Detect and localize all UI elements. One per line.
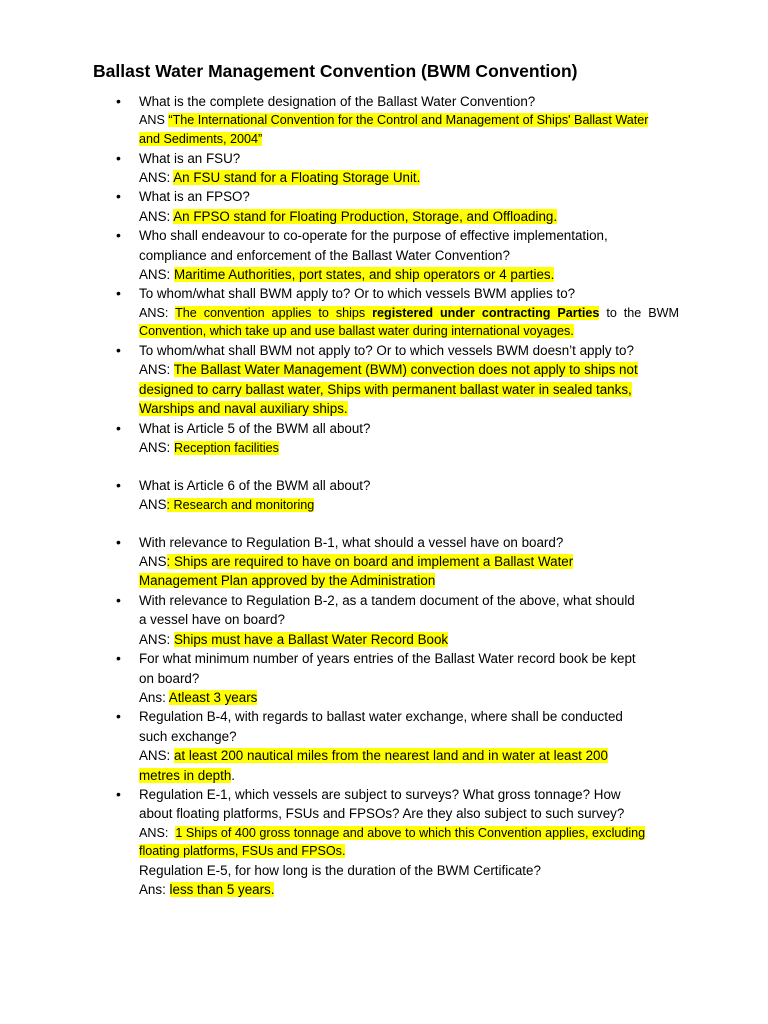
question: such exchange?: [139, 728, 237, 744]
question: • Regulation E-1, which vessels are subject to surveys? What gross tonnage? How: [139, 786, 621, 802]
question: compliance and enforcement of the Ballast Water Convention?: [139, 247, 510, 263]
answer-highlight: designed to carry ballast water, Ships with permanent ballast water in sealed tanks,: [139, 381, 632, 397]
question: a vessel have on board?: [139, 612, 285, 628]
list-item: [139, 341, 679, 419]
answer-label: ANS:: [139, 305, 176, 320]
answer-label: ANS:: [139, 362, 174, 378]
list-item: [139, 649, 679, 707]
answer-highlight: “The International Convention for the Control and Management of Ships' Ballast Water: [168, 113, 649, 128]
answer-highlight: Atleast 3 years: [168, 689, 258, 705]
question: • What is Article 5 of the BWM all about?: [139, 420, 371, 436]
question: • What is the complete designation of the Ballast Water Convention?: [139, 94, 536, 109]
answer-label: ANS:: [139, 440, 174, 456]
answer-highlight: Reception facilities: [173, 441, 279, 456]
answer-highlight: and Sediments, 2004”: [139, 132, 263, 146]
answer-bold: registered under contracting Parties: [372, 305, 600, 320]
answer-label: ANS: [139, 497, 167, 513]
answer-label: Ans:: [139, 882, 170, 898]
question: • What is an FSU?: [139, 150, 241, 166]
answer-highlight: An FPSO stand for Floating Production, Storage, and Offloading.: [173, 208, 558, 224]
answer-label: ANS: [139, 113, 169, 128]
question: Regulation E-5, for how long is the duration of the BWM Certificate?: [139, 862, 541, 878]
answer-highlight: Maritime Authorities, port states, and ship operators or 4 parties.: [173, 267, 555, 283]
list-item: [139, 785, 679, 900]
answer-highlight: Warships and naval auxiliary ships.: [139, 401, 348, 417]
answer-highlight: Ships must have a Ballast Water Record Book: [173, 631, 449, 647]
question: • What is an FPSO?: [139, 189, 250, 205]
question: • For what minimum number of years entries of the Ballast Water record book be kept: [139, 651, 636, 667]
list-item: [139, 226, 679, 284]
question: • To whom/what shall BWM apply to? Or to which vessels BWM applies to?: [139, 286, 576, 302]
answer-highlight: : Ships are required to have on board and implement a Ballast Water: [166, 554, 574, 570]
list-item: [139, 187, 679, 226]
question: • Who shall endeavour to co-operate for the purpose of effective implementation,: [139, 228, 608, 244]
answer-label: ANS:: [139, 170, 174, 185]
answer-highlight: less than 5 years.: [169, 882, 275, 898]
list-item: [139, 476, 679, 533]
answer-highlight: 1 Ships of 400 gross tonnage and above to which this Convention applies, excluding: [175, 825, 646, 840]
list-item: • To whom/what shall BWM apply to? Or to which vessels BWM applies to? ANS: The convention applies to ships registered under contracting Parties to the BWM Convention, which take up and use ballast water during international voyages.: [139, 284, 679, 341]
question: • With relevance to Regulation B-2, as a tandem document of the above, what should: [139, 592, 635, 608]
answer-highlight: An FSU stand for a Floating Storage Unit.: [173, 170, 421, 185]
answer-highlight: floating platforms, FSUs and FPSOs.: [139, 844, 346, 859]
page-title: Ballast Water Management Convention (BWM Convention): [93, 61, 578, 81]
answer-highlight: Convention, which take up and use ballast water during international voyages.: [139, 324, 574, 339]
question: on board?: [139, 670, 200, 686]
list-item: [139, 149, 679, 188]
answer-highlight: Management Plan approved by the Administration: [139, 573, 436, 589]
list-item: [139, 419, 679, 476]
question: • Regulation B-4, with regards to ballast water exchange, where shall be conducted: [139, 709, 623, 725]
list-item: • Regulation B-4, with regards to ballast water exchange, where shall be conducted such exchange? ANS: at least 200 nautical miles from the nearest land and in water at least 200 metres in depth.: [139, 707, 679, 785]
list-item: [139, 591, 679, 649]
question: • What is Article 6 of the BWM all about?: [139, 477, 371, 493]
answer-label: ANS:: [139, 267, 174, 283]
answer-label: ANS:: [139, 631, 174, 647]
list-item: [139, 92, 679, 149]
answer-label: ANS:: [139, 748, 174, 764]
answer-highlight: The Ballast Water Management (BWM) convection does not apply to ships not: [173, 362, 638, 378]
answer-label: ANS:: [139, 208, 174, 224]
answer-label: Ans:: [139, 689, 169, 705]
question: • With relevance to Regulation B-1, what should a vessel have on board?: [139, 534, 564, 550]
answer-highlight: : Research and monitoring: [166, 498, 315, 513]
answer-label: ANS:: [139, 825, 176, 840]
answer-highlight: metres in depth: [139, 767, 232, 783]
list-item: [139, 533, 679, 591]
qa-list: [139, 92, 679, 900]
question: about floating platforms, FSUs and FPSOs? Are they also subject to such survey?: [139, 806, 625, 822]
question: • To whom/what shall BWM not apply to? Or to which vessels BWM doesn’t apply to?: [139, 343, 634, 359]
answer-highlight: The convention applies to ships registered under contracting Parties: [175, 305, 600, 320]
answer-highlight: at least 200 nautical miles from the nearest land and in water at least 200: [173, 748, 608, 764]
answer-label: ANS: [139, 554, 167, 570]
